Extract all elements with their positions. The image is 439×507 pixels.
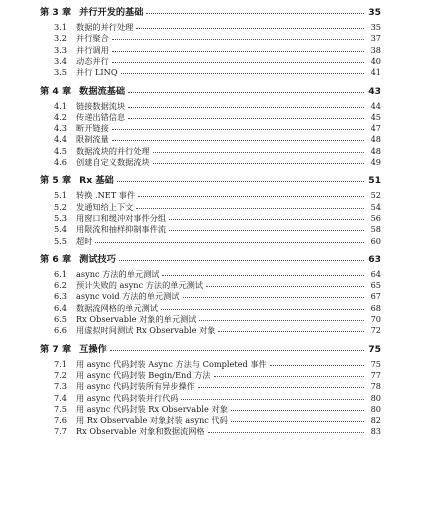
section-number: 3.2 xyxy=(54,33,68,44)
section-title: 用 async 代码封装并行代码 xyxy=(76,392,179,403)
page-number: 47 xyxy=(370,123,381,134)
section-title: 限制流量 xyxy=(76,134,109,145)
toc-entry xyxy=(40,235,381,247)
section-title: 预计失败的 async 方法的单元测试 xyxy=(76,280,204,291)
page-number: 67 xyxy=(370,291,381,302)
section-title: 并行调用 xyxy=(76,44,109,55)
toc-entry xyxy=(40,21,381,33)
chapter-line xyxy=(40,7,381,19)
section-title: async 方法的单元测试 xyxy=(76,268,160,279)
leader-dots xyxy=(112,39,364,40)
chapter-title: Rx 基础 xyxy=(79,175,114,187)
leader-dots xyxy=(169,219,364,220)
section-title: 用 async 代码封装 Async 方法与 Completed 事件 xyxy=(76,358,267,369)
section-title: 用 async 代码封装 Begin/End 方法 xyxy=(76,369,211,380)
section-number: 6.4 xyxy=(54,302,68,313)
page-number: 52 xyxy=(370,190,381,201)
page-number: 82 xyxy=(370,415,381,426)
leader-dots xyxy=(169,230,364,231)
section-number: 5.3 xyxy=(54,212,68,223)
toc-entry xyxy=(40,290,381,302)
section-number: 7.2 xyxy=(54,369,68,380)
section-title: 断开链接 xyxy=(76,123,109,134)
section-title: 用 async 代码封装 Rx Observable 对象 xyxy=(76,403,228,414)
toc-entry xyxy=(40,55,381,67)
toc-entry xyxy=(40,189,381,201)
page-number: 54 xyxy=(370,201,381,212)
page-number: 75 xyxy=(370,358,381,369)
leader-dots xyxy=(121,73,364,74)
page-number: 49 xyxy=(370,157,381,167)
section-title: Rx Observable 对象和数据流网格 xyxy=(76,426,205,437)
page-number: 70 xyxy=(370,314,381,324)
toc-entry xyxy=(40,223,381,235)
section-title: 用虚拟时间测试 Rx Observable 对象 xyxy=(76,325,216,336)
section-title: 数据流块的并行处理 xyxy=(76,145,150,156)
section-number: 7.5 xyxy=(54,403,68,414)
page-number: 41 xyxy=(370,67,381,78)
leader-dots xyxy=(112,62,364,63)
toc-entry xyxy=(40,66,381,78)
leader-dots xyxy=(198,387,364,388)
leader-dots xyxy=(112,51,364,52)
page-number: 80 xyxy=(370,392,381,403)
toc-entry xyxy=(40,369,381,381)
section-number: 7.6 xyxy=(54,415,68,426)
section-title: 发通知给上下文 xyxy=(76,201,134,212)
toc-entry xyxy=(40,44,381,56)
page-number: 80 xyxy=(370,403,381,414)
leader-dots xyxy=(128,92,364,93)
toc-entry xyxy=(40,156,381,168)
section-title: 转换 .NET 事件 xyxy=(76,190,136,201)
chapter-label: 第 6 章 xyxy=(40,253,72,265)
page-number: 78 xyxy=(370,381,381,392)
leader-dots xyxy=(128,118,364,119)
section-title: async void 方法的单元测试 xyxy=(76,291,180,302)
section-number: 5.4 xyxy=(54,224,68,235)
leader-dots xyxy=(231,410,364,411)
section-number: 4.3 xyxy=(54,123,68,134)
leader-dots xyxy=(110,350,364,351)
page-number: 43 xyxy=(368,85,381,97)
section-number: 3.1 xyxy=(54,22,68,32)
toc-entry xyxy=(40,111,381,123)
leader-dots xyxy=(128,107,364,108)
section-number: 6.1 xyxy=(54,268,68,279)
page-number: 63 xyxy=(368,253,381,265)
section-number: 4.6 xyxy=(54,157,68,167)
section-number: 6.5 xyxy=(54,314,68,324)
page-number: 40 xyxy=(370,55,381,66)
toc-entry xyxy=(40,313,381,325)
toc-entry xyxy=(40,414,381,426)
section-number: 5.1 xyxy=(54,190,68,201)
leader-dots xyxy=(153,152,364,153)
toc-entry xyxy=(40,145,381,157)
section-title: 并行聚合 xyxy=(76,33,109,44)
section-number: 4.2 xyxy=(54,111,68,122)
toc-entry xyxy=(40,324,381,336)
chapter-line xyxy=(40,344,381,356)
section-title: Rx Observable 对象的单元测试 xyxy=(76,314,197,324)
page-number: 48 xyxy=(370,134,381,145)
page-number: 77 xyxy=(370,369,381,380)
page-number: 58 xyxy=(370,224,381,235)
section-number: 7.3 xyxy=(54,381,68,392)
page-number: 48 xyxy=(370,145,381,156)
leader-dots xyxy=(138,196,364,197)
section-title: 动态并行 xyxy=(76,55,109,66)
section-number: 3.5 xyxy=(54,67,68,78)
toc-entry xyxy=(40,302,381,314)
toc-entry xyxy=(40,268,381,280)
chapter-line xyxy=(40,175,381,187)
section-number: 5.5 xyxy=(54,235,68,246)
page-number: 51 xyxy=(368,175,381,187)
section-title: 用 async 代码封装所有异步操作 xyxy=(76,381,195,392)
leader-dots xyxy=(214,376,364,377)
section-number: 3.4 xyxy=(54,55,68,66)
section-number: 6.3 xyxy=(54,291,68,302)
leader-dots xyxy=(181,399,364,400)
page-number: 64 xyxy=(370,268,381,279)
toc-entry xyxy=(40,212,381,224)
leader-dots xyxy=(162,275,364,276)
toc-entry xyxy=(40,201,381,213)
leader-dots xyxy=(119,260,364,261)
section-title: 用窗口和缓冲对事件分组 xyxy=(76,212,167,223)
toc-entry xyxy=(40,380,381,392)
leader-dots xyxy=(136,28,364,29)
section-title: 链接数据流块 xyxy=(76,100,126,111)
chapter-label: 第 7 章 xyxy=(40,343,72,355)
page-number: 38 xyxy=(370,44,381,55)
chapter-label: 第 3 章 xyxy=(40,7,72,18)
leader-dots xyxy=(117,181,364,182)
page-number: 83 xyxy=(370,426,381,437)
page-number: 37 xyxy=(370,33,381,44)
section-number: 7.4 xyxy=(54,392,68,403)
leader-dots xyxy=(136,208,364,209)
chapter-line xyxy=(40,86,381,98)
leader-dots xyxy=(199,320,364,321)
toc-entry xyxy=(40,358,381,370)
leader-dots xyxy=(161,309,364,310)
page-number: 45 xyxy=(370,111,381,122)
section-number: 5.2 xyxy=(54,201,68,212)
section-title: 数据的并行处理 xyxy=(76,22,134,32)
leader-dots xyxy=(153,163,364,164)
section-title: 用 Rx Observable 对象封装 async 代码 xyxy=(76,415,228,426)
leader-dots xyxy=(270,365,364,366)
leader-dots xyxy=(208,432,364,433)
page-number: 60 xyxy=(370,235,381,246)
chapter-title: 并行开发的基础 xyxy=(79,7,144,18)
toc-entry xyxy=(40,279,381,291)
page-number: 72 xyxy=(370,325,381,336)
section-number: 6.2 xyxy=(54,280,68,291)
toc-entry xyxy=(40,100,381,112)
section-number: 7.7 xyxy=(54,426,68,437)
section-title: 超时 xyxy=(76,235,93,246)
page-number: 75 xyxy=(368,343,381,355)
leader-dots xyxy=(183,297,365,298)
section-title: 传递出错信息 xyxy=(76,111,126,122)
section-number: 4.1 xyxy=(54,100,68,111)
toc-entry xyxy=(40,122,381,134)
toc-entry xyxy=(40,133,381,145)
leader-dots xyxy=(95,242,364,243)
section-title: 数据流网格的单元测试 xyxy=(76,302,158,313)
section-number: 7.1 xyxy=(54,358,68,369)
section-number: 3.3 xyxy=(54,44,68,55)
chapter-label: 第 4 章 xyxy=(40,85,72,97)
page-number: 56 xyxy=(370,212,381,223)
section-title: 并行 LINQ xyxy=(76,67,118,78)
section-number: 4.4 xyxy=(54,134,68,145)
section-number: 4.5 xyxy=(54,145,68,156)
leader-dots xyxy=(206,286,364,287)
leader-dots xyxy=(112,129,364,130)
leader-dots xyxy=(231,421,364,422)
page-number: 68 xyxy=(370,302,381,313)
chapter-label: 第 5 章 xyxy=(40,175,72,187)
page-number: 35 xyxy=(370,22,381,32)
chapter-line xyxy=(40,254,381,266)
leader-dots xyxy=(146,13,364,14)
toc-entry xyxy=(40,403,381,415)
section-title: 用限流和抽样抑制事件流 xyxy=(76,224,167,235)
toc-entry xyxy=(40,392,381,404)
section-number: 6.6 xyxy=(54,325,68,336)
chapter-title: 测试技巧 xyxy=(79,253,116,265)
leader-dots xyxy=(112,140,364,141)
toc-entry xyxy=(40,32,381,44)
leader-dots xyxy=(218,331,364,332)
page-number: 35 xyxy=(368,7,381,18)
toc-entry xyxy=(40,425,381,437)
page-number: 65 xyxy=(370,280,381,291)
chapter-title: 互操作 xyxy=(79,343,107,355)
section-title: 创建自定义数据流块 xyxy=(76,157,150,167)
page-number: 44 xyxy=(370,100,381,111)
chapter-title: 数据流基础 xyxy=(79,85,126,97)
